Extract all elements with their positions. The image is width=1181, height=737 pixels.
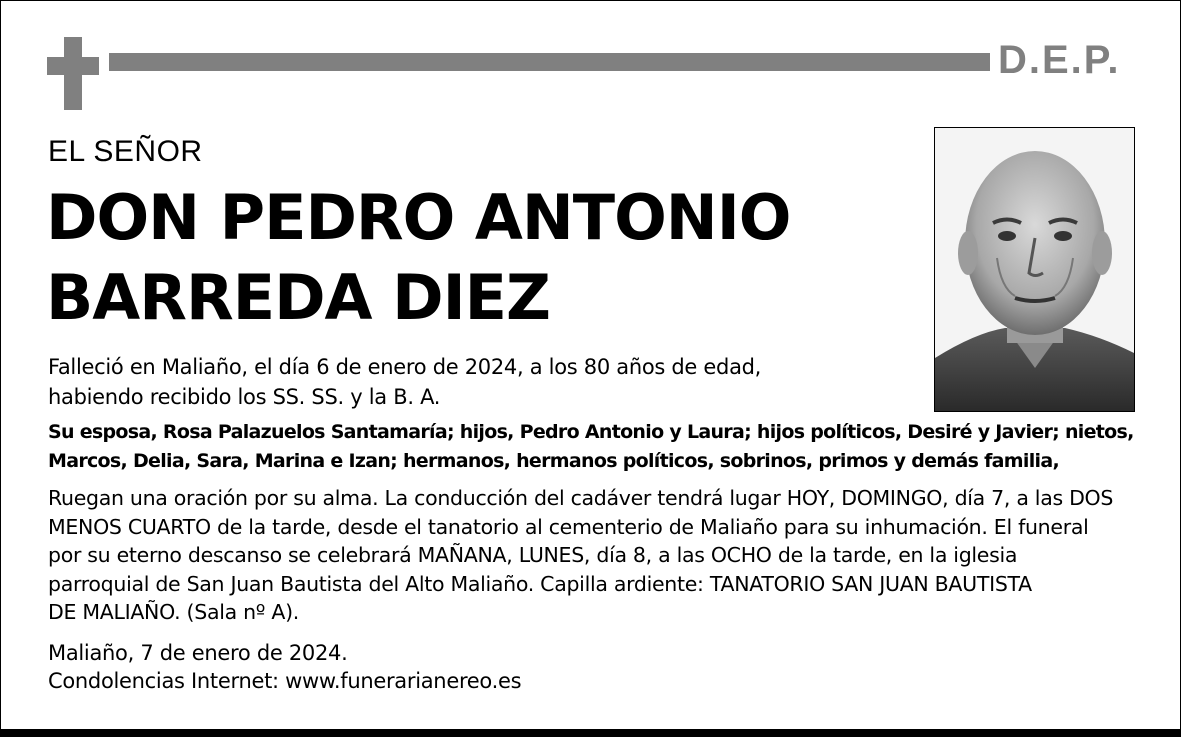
- family-line-1: Su esposa, Rosa Palazuelos Santamaría; hijos, Pedro Antonio y Laura; hijos políticos, Desiré y Javier; nietos,: [48, 421, 1134, 443]
- details-line-4: parroquial de San Juan Bautista del Alto Maliaño. Capilla ardiente: TANATORIO SAN JUAN BAUTISTA: [48, 571, 1032, 596]
- name-line-1: DON PEDRO ANTONIO: [46, 181, 791, 254]
- details-line-5: DE MALIAÑO. (Sala nº A).: [48, 600, 299, 624]
- title-prefix: EL SEÑOR: [48, 135, 203, 168]
- dep-label: D.E.P.: [998, 38, 1121, 82]
- header-rule: [109, 53, 990, 71]
- family-line-2: Marcos, Delia, Sara, Marina e Izan; hermanos, hermanos políticos, sobrinos, primos y demás familia,: [48, 450, 1059, 472]
- name-line-2: BARREDA DIEZ: [46, 261, 550, 334]
- death-line-2: habiendo recibido los SS. SS. y la B. A.: [48, 385, 441, 409]
- details-line-3: por su eterno descanso se celebrará MAÑANA, LUNES, día 8, a las OCHO de la tarde, en la iglesia: [48, 543, 1018, 567]
- details-line-1: Ruegan una oración por su alma. La conducción del cadáver tendrá lugar HOY, DOMINGO, día 7, a las DOS: [48, 486, 1114, 510]
- portrait-icon: [935, 128, 1134, 411]
- details-line-2: MENOS CUARTO de la tarde, desde el tanatorio al cementerio de Maliaño para su inhumación. El funeral: [48, 514, 1089, 539]
- family-list: [48, 418, 1138, 476]
- condolences-link[interactable]: Condolencias Internet: www.funerarianereo.es: [48, 669, 522, 693]
- funeral-details: [48, 484, 1148, 627]
- death-line-1: Falleció en Maliaño, el día 6 de enero de 2024, a los 80 años de edad,: [48, 355, 762, 379]
- place-date: Maliaño, 7 de enero de 2024.: [48, 641, 348, 665]
- cross-icon: [47, 37, 99, 110]
- portrait-photo: [934, 127, 1135, 412]
- footer: [48, 639, 521, 695]
- death-notice: [48, 352, 761, 412]
- deceased-name: [46, 178, 790, 338]
